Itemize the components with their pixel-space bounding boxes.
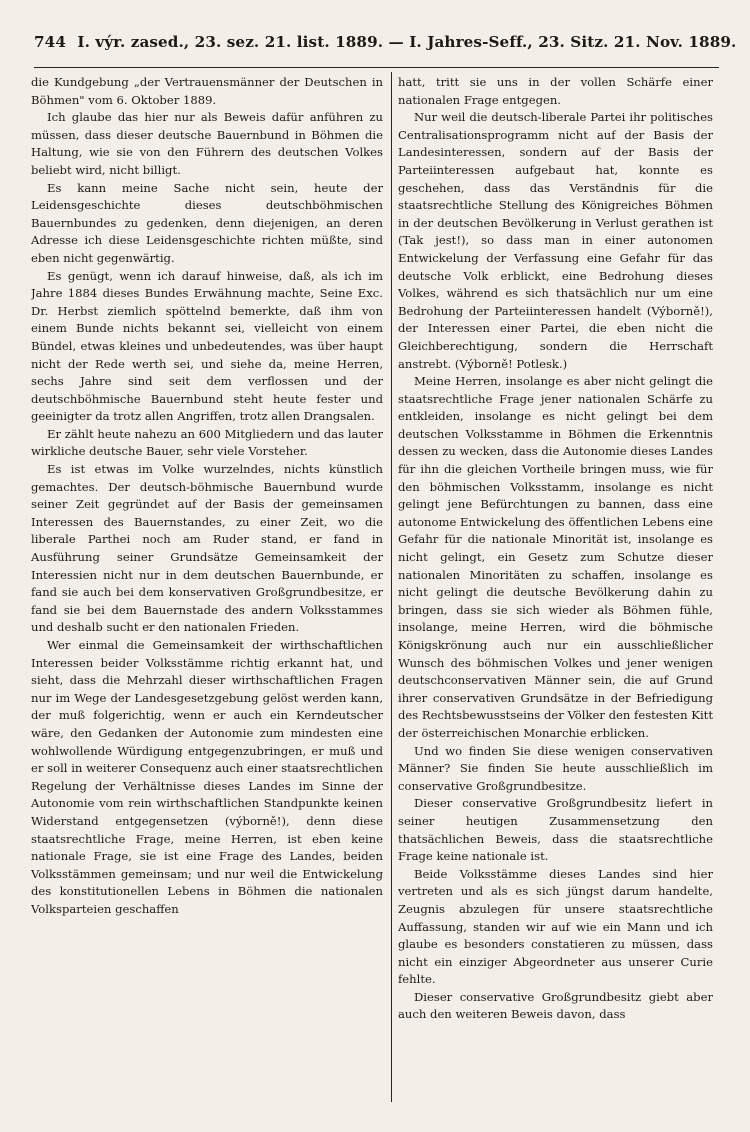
page-header <box>34 33 737 68</box>
right-column <box>398 74 713 1112</box>
paragraph: Es kann meine Sache nicht sein, heute der Leidensgeschichte dieses deutschböhmischen Bauernbundes zu gedenken, denn diejenigen, an deren Adresse ich diese Leidensgeschichte richten müßte, sind eben nicht gegenwärtig. <box>31 180 383 265</box>
paragraph: Beide Volksstämme dieses Landes sind hier vertreten und als es sich jüngst darum handelte, Zeugnis abzulegen für unsere staatsrechtliche Auffassung, standen wir auf wie ein Mann und ich glaube es besonders constatieren zu müssen, dass nicht ein einziger Abgeordneter aus unserer Curie fehlte. <box>398 866 713 987</box>
paragraph: Und wo finden Sie diese wenigen conservativen Männer? Sie finden Sie heute ausschließlich im conservative Großgrundbesitze. <box>398 743 713 793</box>
paragraph: hatt, tritt sie uns in der vollen Schärfe einer nationalen Frage entgegen. <box>398 75 713 107</box>
paragraph: Er zählt heute nahezu an 600 Mitgliedern und das lauter wirkliche deutsche Bauer, sehr viele Vorsteher. <box>31 426 383 459</box>
paragraph: Dieser conservative Großgrundbesitz liefert in seiner heutigen Zusammensetzung den thatsächlichen Beweis, dass die staatsrechtliche Frage keine nationale ist. <box>398 796 713 864</box>
paragraph: Wer einmal die Gemeinsamkeit der wirthschaftlichen Interessen beider Volksstämme richtig erkannt hat, und sieht, dass die Mehrzahl dieser wirthschaftlichen Fragen nur im Wege der Landesgesetzgebung gelöst werden kann, der muß folgerichtig, wenn er auch ein Kerndeutscher wäre, den Gedanken der Autonomie zum mindesten eine wohlwollende Würdigung entgegenzubringen, er muß und er soll in weiterer Consequenz auch einer staatsrechtlichen Regelung der Verhältnisse dieses Landes im Sinne der Autonomie vom rein wirthschaftlichen Standpunkte keinen Widerstand entgegensetzen (výborně!), denn diese staatsrechtliche Frage, meine Herren, ist eben keine nationale Frage, sie ist eine Frage des Landes, beiden Volksstämmen gemeinsam; und nur weil die Entwickelung des konstitutionellen Lebens in Böhmen die nationalen Volksparteien geschaffen <box>31 638 383 916</box>
paragraph: die Kundgebung „der Vertrauensmänner der Deutschen in Böhmen" vom 6. Oktober 1889. <box>31 75 383 107</box>
header-czech-session: I. výr. zased., 23. sez. 21. list. 1889. — <box>77 33 404 51</box>
paragraph: Es ist etwas im Volke wurzelndes, nichts künstlich gemachtes. Der deutsch-böhmische Bauernbund wurde seiner Zeit gegründet auf der Basis der gemeinsamen Interessen des Bauernstandes, zu einer Zeit, wo die liberale Parthei noch am Ruder stand, er fand in Ausführung seiner Grundsätze Gemeinsamkeit der Interessien nicht nur in dem deutschen Bauernbunde, er fand sie auch bei dem konservativen Großgrundbesitze, er fand sie bei dem Bauernstade des andern Volksstammes und deshalb sucht er den nationalen Frieden. <box>31 462 383 635</box>
paragraph: Ich glaube das hier nur als Beweis dafür anführen zu müssen, dass dieser deutsche Bauernbund in Böhmen die Haltung, wie sie von den Führern des deutschen Volkes beliebt wird, nicht billigt. <box>31 110 383 177</box>
column-divider <box>391 72 392 1102</box>
paragraph: Dieser conservative Großgrundbesitz giebt aber auch den weiteren Beweis davon, dass <box>398 989 713 1022</box>
page-number: 744 <box>34 33 67 51</box>
header-german-session: I. Jahres-Seff., 23. Sitz. 21. Nov. 1889. <box>409 33 737 51</box>
paragraph: Nur weil die deutsch-liberale Partei ihr politisches Centralisationsprogramm nicht auf der Basis der Landesinteressen, sondern auf der Basis der Parteiinteressen aufgebaut hat, konnte es geschehen, dass das Verständnis für die staatsrechtliche Stellung des Königreiches Böhmen in der deutschen Bevölkerung in Verlust gerathen ist (Tak jest!), so dass man in einer autonomen Entwickelung der Verfassung eine Gefahr für das deutsche Volk erblickt, eine Bedrohung dieses Volkes, während es sich thatsächlich nur um eine Bedrohung der Parteiinteressen handelt (Výborně!), der Interessen einer Partei, die eben nicht die Gleichberechtigung, sondern die Herrschaft anstrebt. (Výborně! Potlesk.) <box>398 110 713 371</box>
paragraph: Es genügt, wenn ich darauf hinweise, daß, als ich im Jahre 1884 dieses Bundes Erwähnung machte, Seine Exc. Dr. Herbst ziemlich spöttelnd bemerkte, daß ihm von einem Bunde nichts bekannt sei, vielleicht von einem Bündel, etwas kleines und unbedeutendes, was über haupt nicht der Rede werth sei, und siehe da, meine Herren, sechs Jahre sind seit dem verflossen und der deutschböhmische Bauernbund steht heute fester und geeinigter da trotz allen Angriffen, trotz allen Drangsalen. <box>31 268 383 424</box>
left-column <box>31 74 383 1112</box>
paragraph: Meine Herren, insolange es aber nicht gelingt die staatsrechtliche Frage jener nationalen Schärfe zu entkleiden, insolange es nicht gelingt bei dem deutschen Volksstamme in Böhmen die Erkenntnis dessen zu wecken, dass die Autonomie dieses Landes für ihn die gleichen Vortheile bringen muss, wie für den böhmischen Volksstamm, insolange es nicht gelingt jene Befürchtungen zu bannen, dass eine autonome Entwickelung des öffentlichen Lebens eine Gefahr für die nationale Minorität ist, insolange es nicht gelingt, ein Gesetz zum Schutze dieser nationalen Minoritäten zu schaffen, insolange es nicht gelingt die deutsche Bevölkerung dahin zu bringen, dass sie sich wieder als Böhmen fühle, insolange, meine Herren, wird die böhmische Königskrönung auch nur ein ausschließlicher Wunsch des böhmischen Volkes und jener wenigen deutschconservativen Männer sein, die auf Grund ihrer conservativen Grundsätze in der Befriedigung des Rechtsbewusstseins der Völker den festesten Kitt der österreichischen Monarchie erblicken. <box>398 374 713 740</box>
